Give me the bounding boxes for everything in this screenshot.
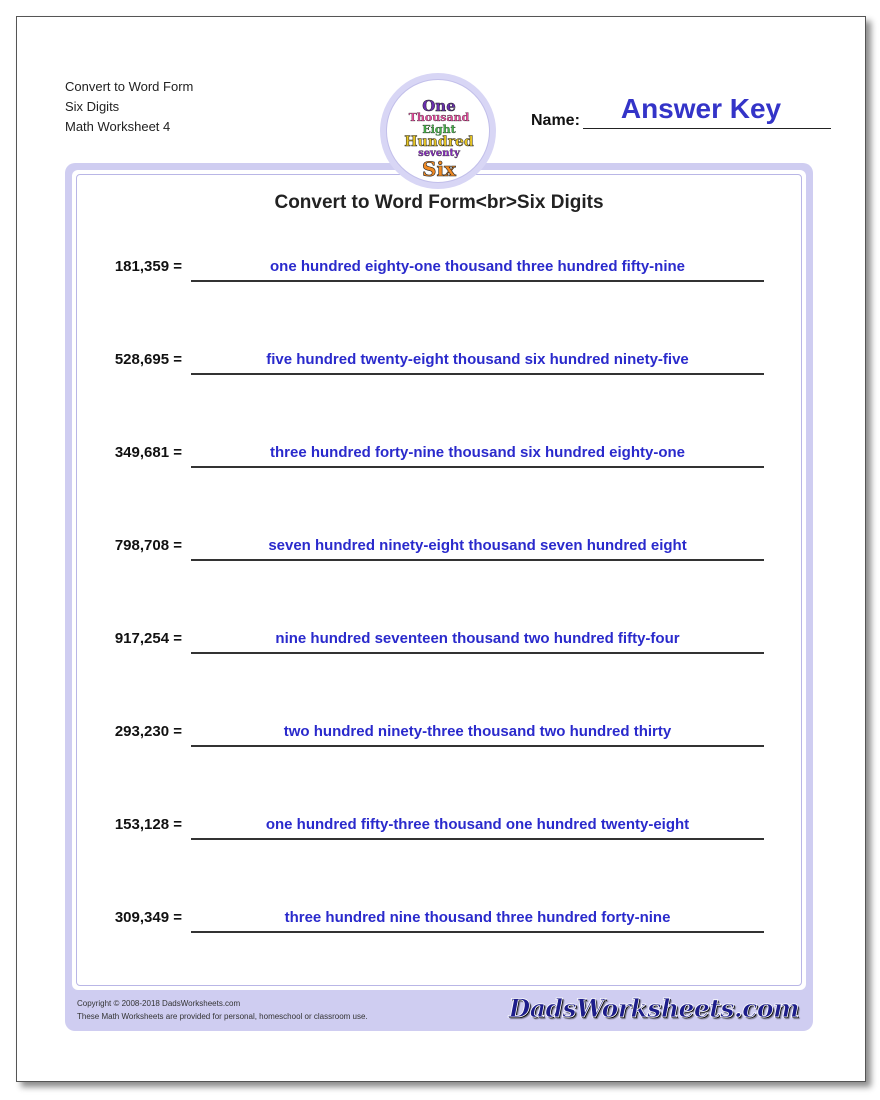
worksheet-content — [72, 170, 806, 990]
badge-word-art — [387, 97, 491, 181]
answer-line — [191, 466, 764, 468]
badge-word: Hundred — [404, 134, 474, 150]
answer-line — [191, 838, 764, 840]
answer-line — [191, 652, 764, 654]
worksheet-header-info — [65, 77, 193, 137]
copyright-text: Copyright © 2008-2018 DadsWorksheets.com — [77, 999, 241, 1008]
header-worksheet-number: Math Worksheet 4 — [65, 119, 171, 134]
topic-badge-logo — [380, 73, 496, 189]
badge-word: One — [422, 97, 456, 115]
problem-answer: three hundred nine thousand three hundred forty-nine — [284, 909, 671, 926]
name-underline — [583, 128, 831, 129]
problem-row — [72, 246, 806, 286]
footer-copyright — [77, 997, 368, 1023]
name-label: Name: — [531, 112, 580, 129]
problem-answer: one hundred fifty-three thousand one hundred twenty-eight — [265, 816, 690, 833]
worksheet-frame — [65, 163, 813, 1031]
usage-notice: These Math Worksheets are provided for personal, homeschool or classroom use. — [77, 1012, 368, 1021]
problem-row — [72, 618, 806, 658]
problem-number: 349,681 = — [114, 444, 182, 461]
problem-answer: five hundred twenty-eight thousand six hundred ninety-five — [266, 351, 689, 368]
problem-number: 309,349 = — [114, 909, 182, 926]
name-field — [531, 95, 831, 131]
problem-row — [72, 711, 806, 751]
badge-word: Six — [422, 157, 456, 181]
problem-row — [72, 525, 806, 565]
problem-number: 917,254 = — [114, 630, 182, 647]
problem-answer: seven hundred ninety-eight thousand seven hundred eight — [268, 537, 687, 554]
worksheet-page — [16, 16, 866, 1082]
answer-line — [191, 931, 764, 933]
problem-number: 181,359 = — [114, 258, 182, 275]
badge-word: Thousand — [408, 111, 470, 124]
badge-word: Eight — [422, 123, 456, 136]
problem-row — [72, 432, 806, 472]
problem-row — [72, 339, 806, 379]
problem-number: 528,695 = — [114, 351, 182, 368]
answer-key-label: Answer Key — [620, 93, 782, 124]
content-border — [76, 174, 802, 986]
answer-line — [191, 745, 764, 747]
problem-answer: three hundred forty-nine thousand six hundred eighty-one — [269, 444, 685, 461]
problem-row — [72, 897, 806, 937]
problem-answer: two hundred ninety-three thousand two hundred thirty — [283, 723, 672, 740]
badge-circle — [386, 79, 490, 183]
header-subtopic: Six Digits — [65, 99, 120, 114]
dadsworksheets-logo: DadsWorksheets.com — [508, 994, 799, 1023]
answer-line — [191, 559, 764, 561]
answer-line — [191, 280, 764, 282]
problem-number: 293,230 = — [114, 723, 182, 740]
problem-number: 798,708 = — [114, 537, 182, 554]
worksheet-title: Convert to Word Form<br>Six Digits — [274, 192, 604, 213]
header-topic: Convert to Word Form — [65, 79, 194, 94]
problem-number: 153,128 = — [114, 816, 182, 833]
problem-answer: nine hundred seventeen thousand two hundred fifty-four — [275, 630, 680, 647]
answer-line — [191, 373, 764, 375]
problem-answer: one hundred eighty-one thousand three hundred fifty-nine — [270, 258, 685, 275]
badge-word: seventy — [418, 148, 460, 159]
problem-row — [72, 804, 806, 844]
